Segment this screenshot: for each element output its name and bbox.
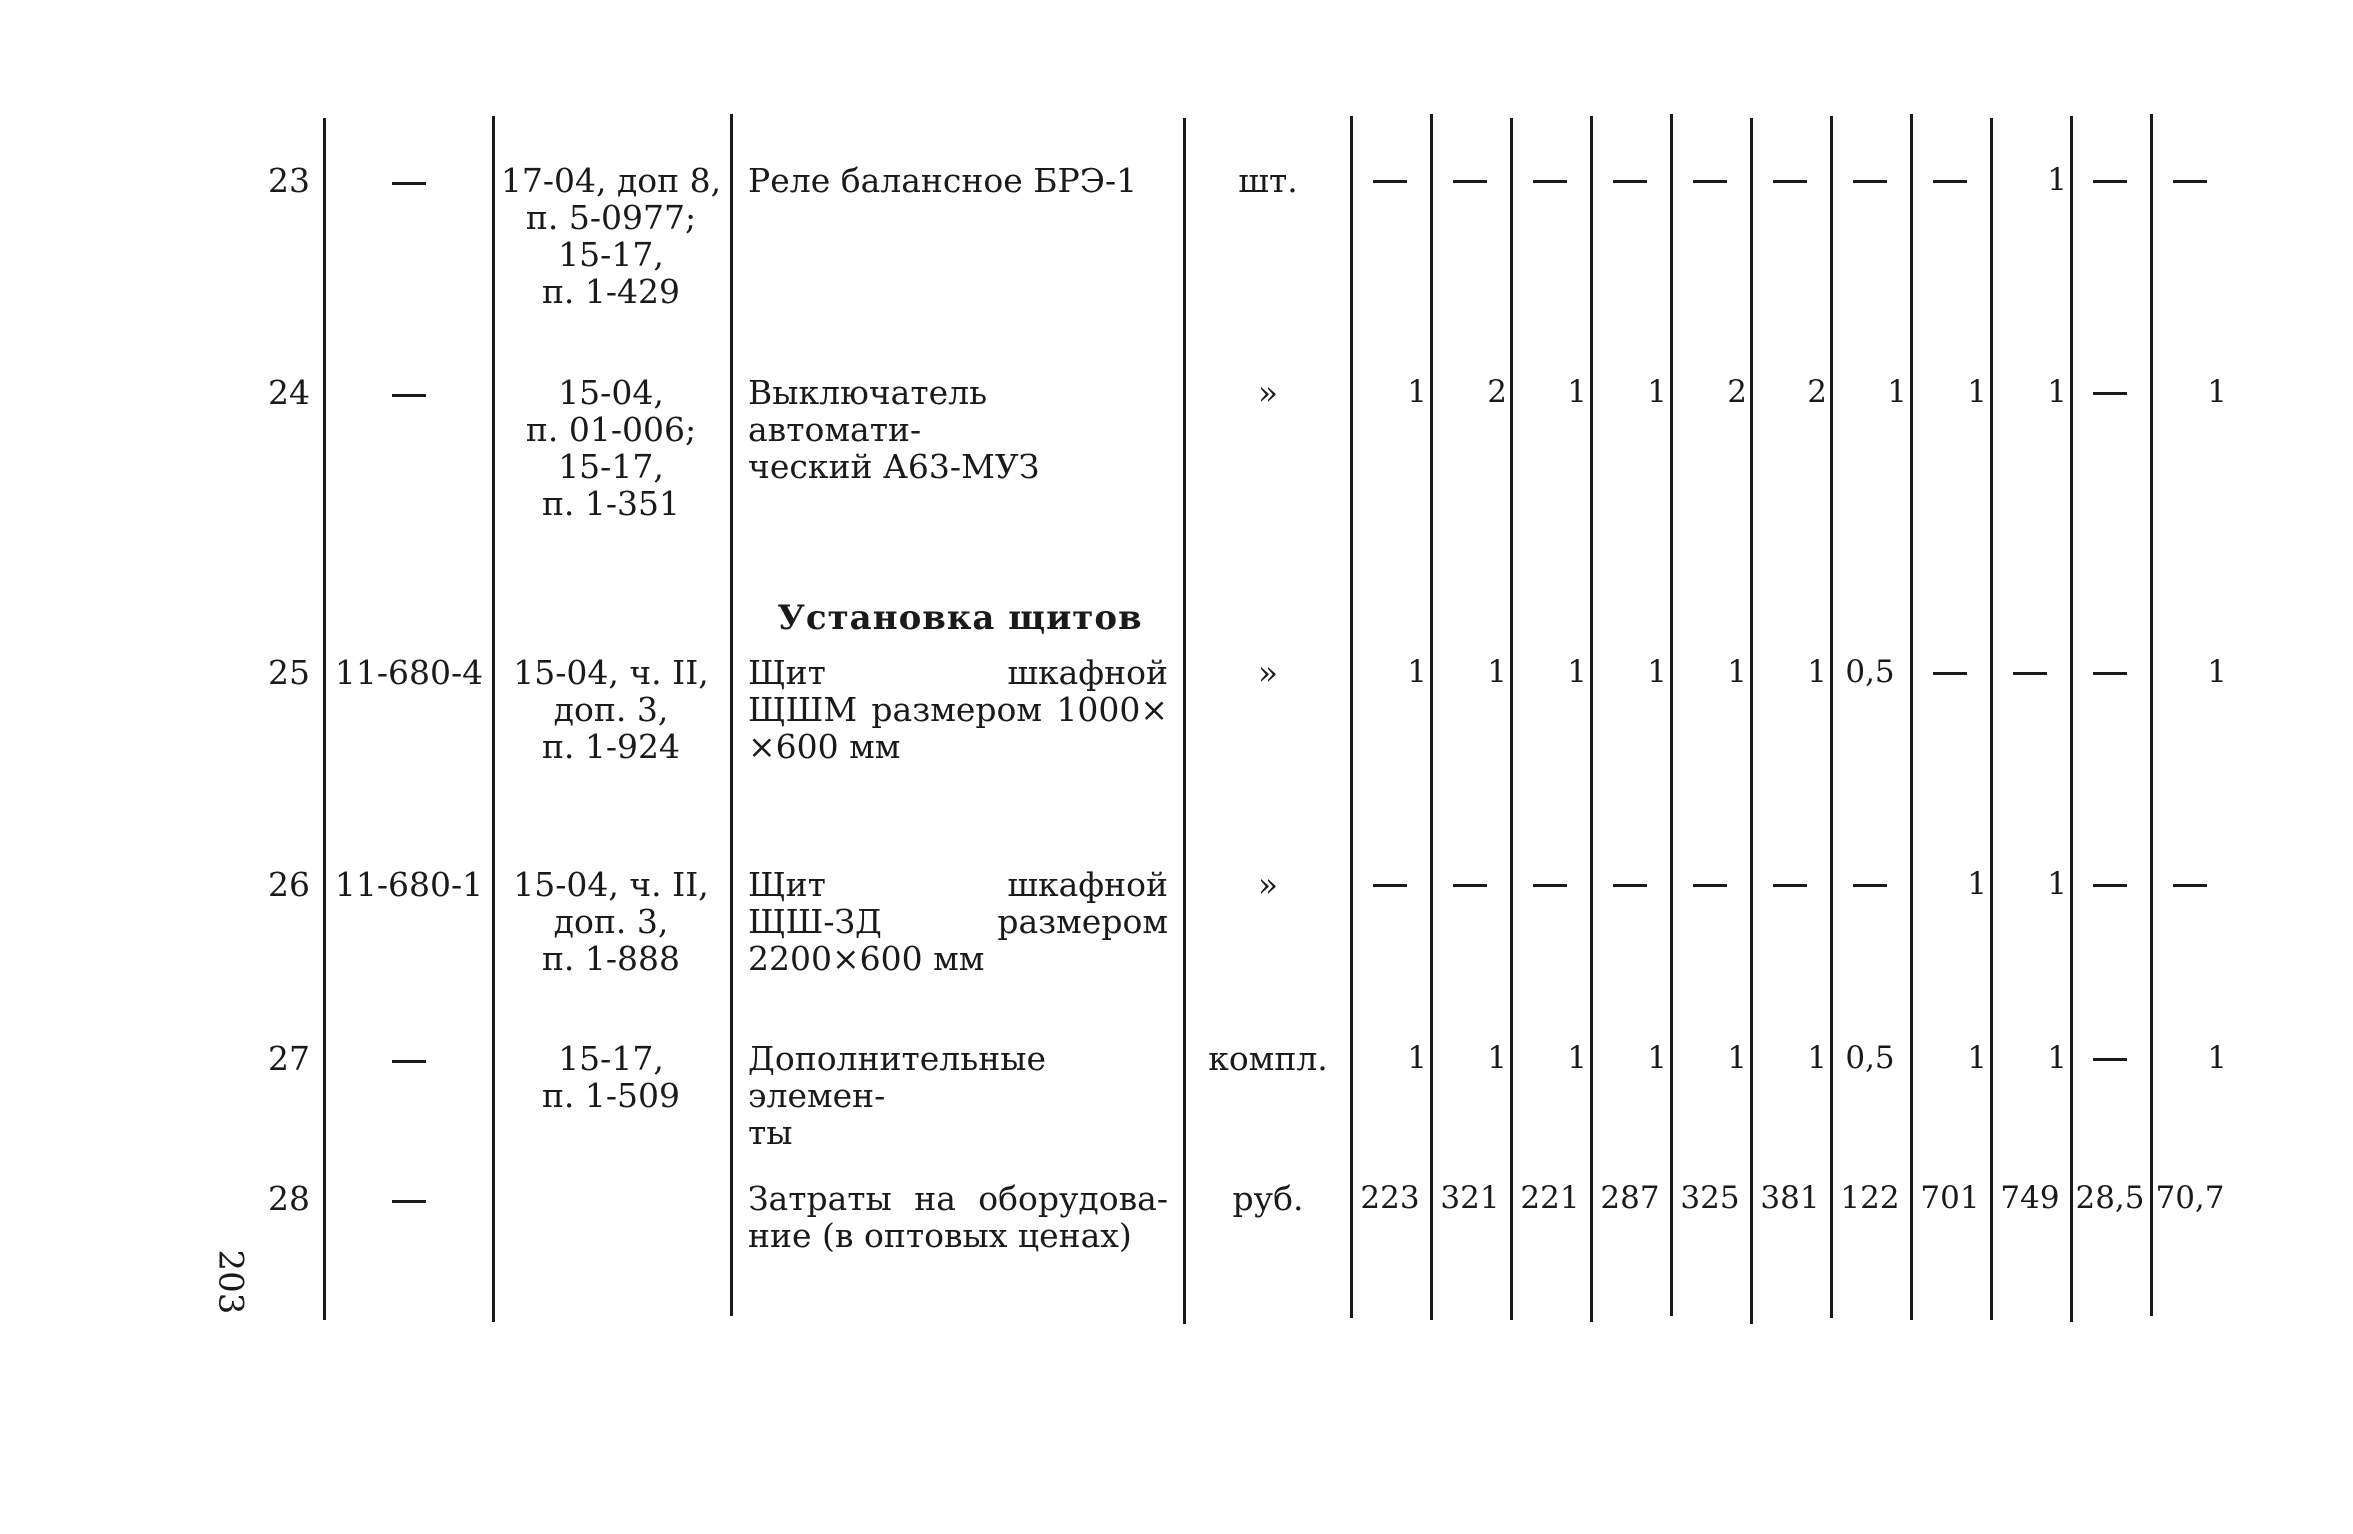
reference-line: п. 1-924 (541, 727, 681, 766)
reference-line: п. 1-429 (541, 272, 681, 311)
quantity-value: 1 (1487, 1040, 1507, 1076)
quantity-value: 1 (1967, 1040, 1987, 1076)
quantity-value: 0,5 (1845, 1040, 1895, 1076)
quantity-value: 1 (2207, 1040, 2227, 1076)
quantity-value (1913, 654, 1987, 691)
quantity-value: 70,7 (2155, 1180, 2225, 1216)
item-name-line: Щит шкафной (748, 865, 1168, 904)
column-rule (2150, 114, 2153, 1316)
quantity-value: 2 (1807, 374, 1827, 410)
reference-line: 15-17, (558, 1039, 664, 1078)
quantity-value (1593, 162, 1667, 199)
quantity-value: 1 (1967, 866, 1987, 902)
quantity-value (1673, 866, 1747, 903)
quantity-value (1913, 162, 1987, 199)
reference-line: доп. 3, (553, 902, 669, 941)
column-rule (1430, 114, 1433, 1320)
reference-line: 15-04, ч. II, (513, 653, 709, 692)
quantity-value (2073, 374, 2147, 411)
reference-line: 15-04, (558, 373, 664, 412)
quantity-value (1993, 654, 2067, 691)
quantity-value: 1 (2047, 866, 2067, 902)
quantity-value: 749 (2000, 1180, 2060, 1216)
row-number: 26 (268, 865, 310, 904)
price-code (330, 1180, 488, 1217)
item-name-cell (748, 374, 1168, 485)
reference-cell (500, 374, 722, 522)
unit-of-measure: » (1257, 653, 1279, 692)
price-code: 11-680-4 (334, 653, 484, 692)
item-name-line: ×600 мм (748, 727, 901, 766)
reference-cell (500, 1040, 722, 1114)
quantity-value: 1 (2047, 374, 2067, 410)
quantity-value: 321 (1440, 1180, 1500, 1216)
column-rule (492, 116, 495, 1322)
quantity-value (1433, 162, 1507, 199)
column-rule (1590, 116, 1593, 1322)
item-name-line: ние (в оптовых ценах) (748, 1216, 1132, 1255)
price-code (330, 162, 488, 199)
quantity-value (1433, 866, 1507, 903)
quantity-value: 1 (2047, 162, 2067, 198)
column-rule (1670, 114, 1673, 1316)
item-name-cell (748, 1040, 1168, 1151)
quantity-value: 1 (1727, 654, 1747, 690)
quantity-value (1753, 866, 1827, 903)
quantity-value (1753, 162, 1827, 199)
column-rule (323, 118, 326, 1320)
quantity-value (1833, 866, 1907, 903)
quantity-value: 1 (1807, 654, 1827, 690)
quantity-value: 701 (1920, 1180, 1980, 1216)
item-name-line: Щит шкафной (748, 653, 1168, 692)
reference-line: п. 01-006; (525, 410, 697, 449)
item-name-cell (748, 162, 1168, 199)
reference-line: п. 5-0977; (525, 198, 697, 237)
quantity-value: 1 (2047, 1040, 2067, 1076)
item-name-line: ты (748, 1113, 793, 1152)
unit-of-measure: » (1257, 865, 1279, 904)
page-number: 203 (210, 1249, 251, 1315)
quantity-value (2073, 654, 2147, 691)
reference-line: п. 1-509 (541, 1076, 681, 1115)
quantity-value (1353, 162, 1427, 199)
unit-of-measure: компл. (1208, 1039, 1328, 1078)
quantity-value: 1 (1887, 374, 1907, 410)
quantity-value (2073, 866, 2147, 903)
column-rule (1830, 116, 1833, 1318)
reference-line: 15-04, ч. II, (513, 865, 709, 904)
column-rule (1990, 118, 1993, 1320)
quantity-value: 223 (1360, 1180, 1420, 1216)
item-name-line: Дополнительные элемен- (748, 1039, 1047, 1115)
item-name-cell (748, 866, 1168, 977)
price-code (330, 1040, 488, 1077)
quantity-value: 1 (1567, 1040, 1587, 1076)
quantity-value: 287 (1600, 1180, 1660, 1216)
reference-line: 15-17, (558, 447, 664, 486)
section-heading: Установка щитов (777, 598, 1143, 638)
quantity-value: 1 (1727, 1040, 1747, 1076)
unit-of-measure: шт. (1238, 161, 1298, 200)
item-name-line: ческий А63-МУЗ (748, 447, 1040, 486)
column-rule (730, 114, 733, 1316)
row-number: 28 (268, 1179, 310, 1218)
quantity-value (2153, 866, 2227, 903)
price-code: 11-680-1 (334, 865, 484, 904)
column-rule (1750, 118, 1753, 1324)
reference-cell (500, 654, 722, 765)
row-number: 25 (268, 653, 310, 692)
reference-line: 15-17, (558, 235, 664, 274)
quantity-value: 1 (1807, 1040, 1827, 1076)
quantity-value (2073, 162, 2147, 199)
quantity-value: 2 (1487, 374, 1507, 410)
quantity-value: 1 (1647, 1040, 1667, 1076)
quantity-value: 1 (1647, 374, 1667, 410)
quantity-value: 1 (1647, 654, 1667, 690)
reference-cell (500, 162, 722, 310)
quantity-value: 1 (2207, 654, 2227, 690)
price-code (330, 374, 488, 411)
item-name-line: Затраты на оборудова- (748, 1179, 1168, 1218)
item-name-cell (748, 654, 1168, 765)
column-rule (1350, 116, 1353, 1318)
reference-line: 17-04, доп 8, (500, 161, 722, 200)
quantity-value: 2 (1727, 374, 1747, 410)
item-name-line: 2200×600 мм (748, 939, 985, 978)
column-rule (1510, 118, 1513, 1320)
item-name-cell (748, 1180, 1168, 1254)
quantity-value (1833, 162, 1907, 199)
reference-line: п. 1-351 (541, 484, 681, 523)
column-rule (1910, 114, 1913, 1320)
quantity-value (1673, 162, 1747, 199)
quantity-value: 1 (1567, 374, 1587, 410)
column-rule (1183, 118, 1186, 1324)
row-number: 27 (268, 1039, 310, 1078)
quantity-value: 0,5 (1845, 654, 1895, 690)
row-number: 24 (268, 373, 310, 412)
quantity-value: 1 (1967, 374, 1987, 410)
quantity-value (1593, 866, 1667, 903)
quantity-value: 381 (1760, 1180, 1820, 1216)
unit-of-measure: руб. (1232, 1179, 1304, 1218)
item-name-line: Выключатель автомати- (748, 373, 988, 449)
quantity-value: 1 (1567, 654, 1587, 690)
reference-line: п. 1-888 (541, 939, 681, 978)
quantity-value: 221 (1520, 1180, 1580, 1216)
quantity-value: 1 (2207, 374, 2227, 410)
item-name-line: ЩШ-ЗД размером (748, 902, 1168, 941)
item-name-line: Реле балансное БРЭ-1 (748, 161, 1138, 200)
item-name-line: ЩШМ размером 1000× (748, 690, 1168, 729)
quantity-value (1513, 162, 1587, 199)
quantity-value (2073, 1040, 2147, 1077)
reference-cell (500, 866, 722, 977)
unit-of-measure: » (1257, 373, 1279, 412)
quantity-value: 1 (1407, 1040, 1427, 1076)
quantity-value (1513, 866, 1587, 903)
reference-line: доп. 3, (553, 690, 669, 729)
quantity-value (1353, 866, 1427, 903)
quantity-value: 1 (1407, 374, 1427, 410)
quantity-value: 325 (1680, 1180, 1740, 1216)
quantity-value: 1 (1487, 654, 1507, 690)
quantity-value (2153, 162, 2227, 199)
quantity-value: 1 (1407, 654, 1427, 690)
quantity-value: 28,5 (2075, 1180, 2145, 1216)
column-rule (2070, 116, 2073, 1322)
quantity-value: 122 (1840, 1180, 1900, 1216)
row-number: 23 (268, 161, 310, 200)
